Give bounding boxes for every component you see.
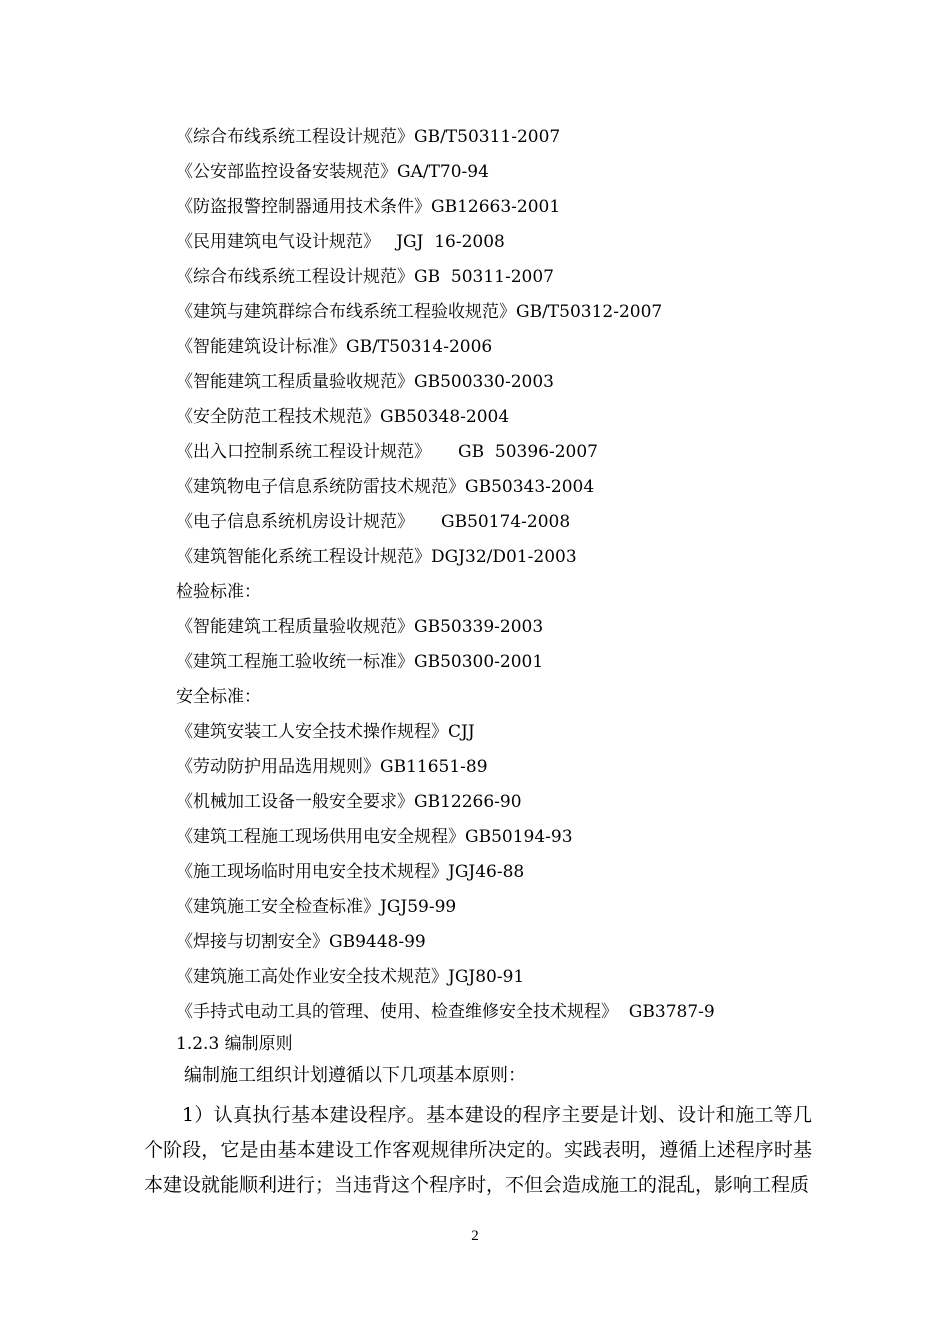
standard-item: 《电子信息系统机房设计规范》 GB50174-2008 bbox=[176, 512, 571, 532]
standard-item: 《智能建筑设计标准》GB/T50314-2006 bbox=[176, 337, 493, 357]
standard-item: 《综合布线系统工程设计规范》GB 50311-2007 bbox=[176, 267, 554, 287]
standard-item: 《建筑施工高处作业安全技术规范》JGJ80-91 bbox=[176, 967, 525, 987]
standard-item: 《智能建筑工程质量验收规范》GB500330-2003 bbox=[176, 372, 554, 392]
safety-heading: 安全标准： bbox=[176, 687, 261, 707]
standard-item: 《建筑工程施工验收统一标准》GB50300-2001 bbox=[176, 652, 544, 672]
standard-item: 《劳动防护用品选用规则》GB11651-89 bbox=[176, 757, 488, 777]
standard-item: 《民用建筑电气设计规范》 JGJ 16-2008 bbox=[176, 232, 505, 252]
standard-item: 《焊接与切割安全》GB9448-99 bbox=[176, 932, 426, 952]
standard-item: 《出入口控制系统工程设计规范》 GB 50396-2007 bbox=[176, 442, 598, 462]
standard-item: 《综合布线系统工程设计规范》GB/T50311-2007 bbox=[176, 127, 561, 147]
standard-item: 《施工现场临时用电安全技术规程》JGJ46-88 bbox=[176, 862, 525, 882]
standards-list bbox=[176, 120, 876, 1094]
standard-item: 《建筑与建筑群综合布线系统工程验收规范》GB/T50312-2007 bbox=[176, 302, 663, 322]
standard-item: 《机械加工设备一般安全要求》GB12266-90 bbox=[176, 792, 522, 812]
standard-item: 《建筑智能化系统工程设计规范》DGJ32/D01-2003 bbox=[176, 547, 577, 567]
section-heading: 1.2.3 编制原则 bbox=[176, 1034, 293, 1054]
standard-item: 《建筑工程施工现场供用电安全规程》GB50194-93 bbox=[176, 827, 573, 847]
page-number: 2 bbox=[471, 1228, 479, 1244]
standard-item: 《建筑物电子信息系统防雷技术规范》GB50343-2004 bbox=[176, 477, 595, 497]
standard-item: 《智能建筑工程质量验收规范》GB50339-2003 bbox=[176, 617, 544, 637]
standard-item: 《防盗报警控制器通用技术条件》GB12663-2001 bbox=[176, 197, 561, 217]
standard-item: 《手持式电动工具的管理、使用、检查维修安全技术规程》 GB3787-9 bbox=[176, 1002, 715, 1022]
section-intro: 编制施工组织计划遵循以下几项基本原则： bbox=[184, 1065, 526, 1086]
inspection-heading: 检验标准： bbox=[176, 582, 261, 602]
standard-item: 《建筑施工安全检查标准》JGJ59-99 bbox=[176, 897, 457, 917]
standard-item: 《安全防范工程技术规范》GB50348-2004 bbox=[176, 407, 510, 427]
body-paragraph: 1）认真执行基本建设程序。基本建设的程序主要是计划、设计和施工等几个阶段，它是由基本建设工作客观规律所决定的。实践表明，遵循上述程序时基本建设就能顺利进行；当违背这个程序时，不但会造成施工的混乱，影响工程质 bbox=[144, 1104, 812, 1196]
standard-item: 《建筑安装工人安全技术操作规程》CJJ bbox=[176, 722, 475, 742]
standard-item: 《公安部监控设备安装规范》GA/T70-94 bbox=[176, 162, 489, 182]
